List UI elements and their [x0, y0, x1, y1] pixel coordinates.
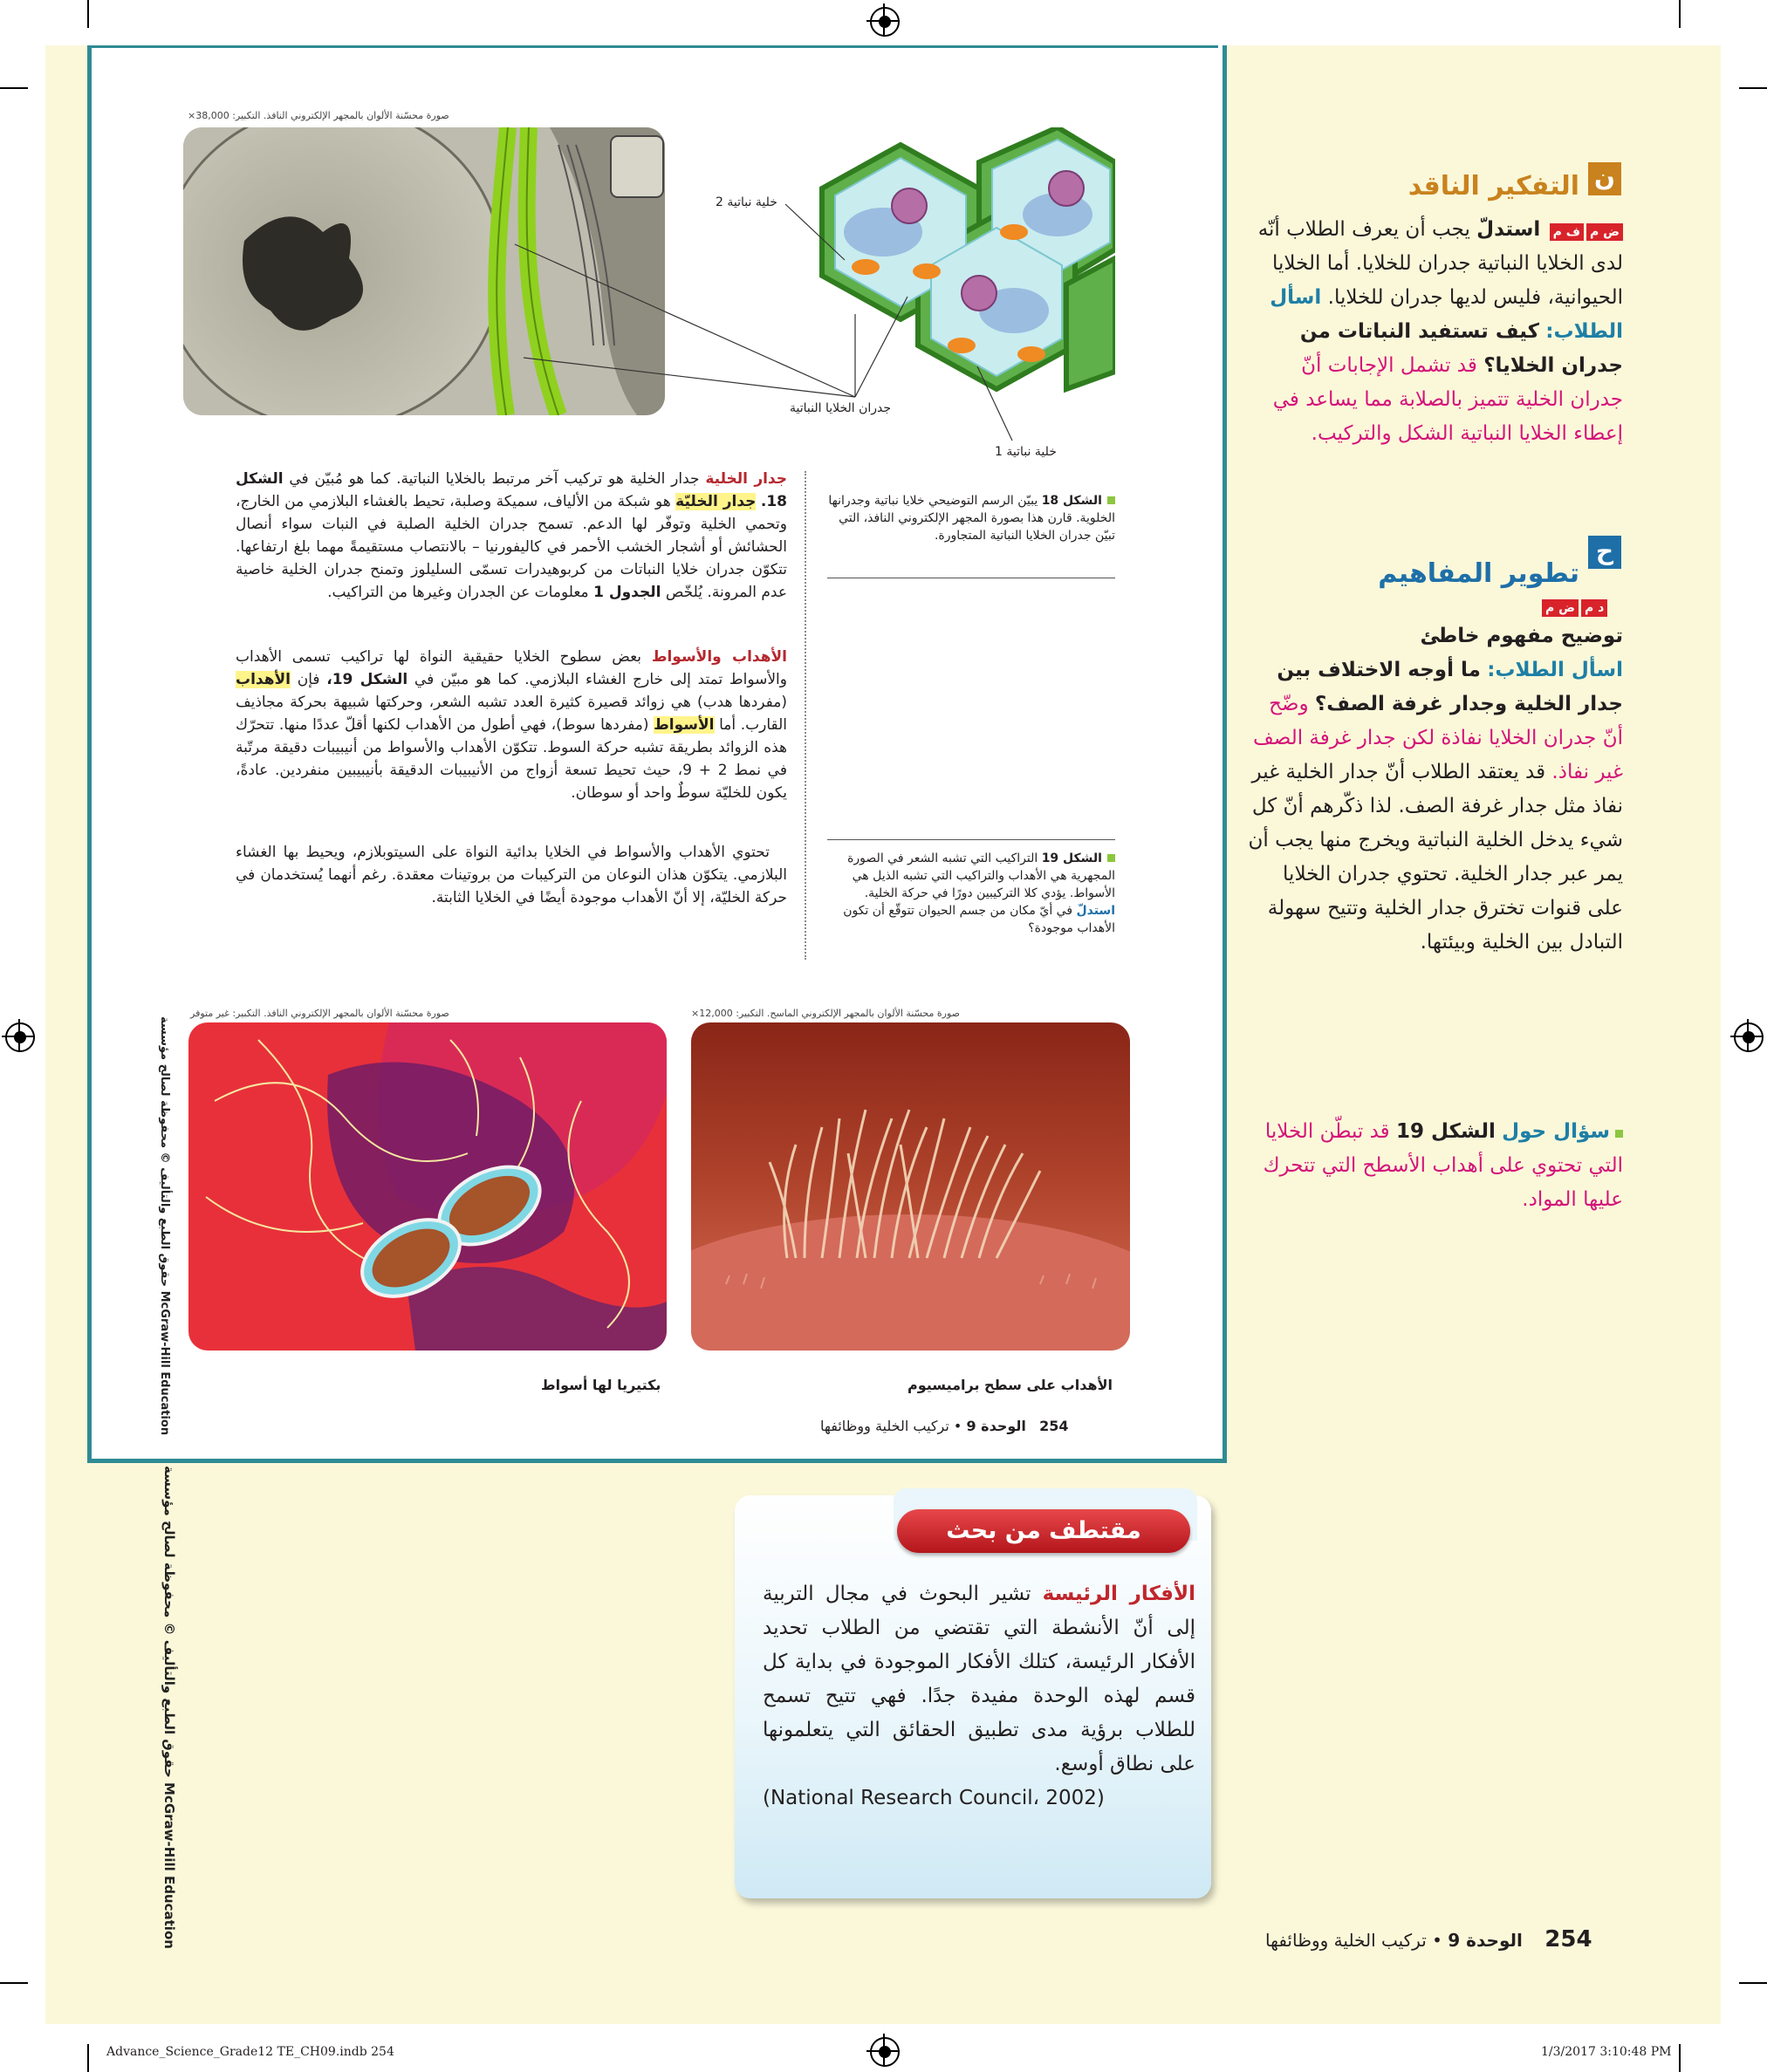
- page-number: 254: [1544, 1926, 1592, 1952]
- answer: وضّح أنّ جدران الخلايا نفاذة لكن جدار غرفة الصف غير نفاذ.: [1252, 693, 1623, 783]
- page-number: 254: [1039, 1418, 1069, 1434]
- concept-dev-body: [1246, 619, 1623, 960]
- copyright-vertical-te: [161, 1466, 177, 1949]
- crop-mark: [1739, 1982, 1767, 1984]
- cilia-paragraph-2: تحتوي الأهداب والأسواط في الخلايا بدائية النواة على السيتوبلازم، ويحيط بها الغشاء البلازمي. يتكوّن هذان النوعان من التركيبات من بروتينات معقدة. رغم أنهما يُستخدمان في حركة الخليّة، إلا أنّ الأهداب موجودة أيضًا في الخلايا الثابتة.: [236, 844, 787, 906]
- concept-dev-heading: تطوير المفاهيم: [1378, 558, 1579, 589]
- question-label: سؤال حول: [1502, 1120, 1610, 1143]
- level-tag: ض م: [1586, 223, 1623, 241]
- bacteria-label: بكتيريا لها أسواط: [541, 1377, 661, 1393]
- caption-text: التراكيب التي تشبه الشعر في الصورة المجهرية هي الأهداب والتراكيب التي تشبه الذيل هي الأسواط. يؤدي كلا التركيبين دورًا في حركة الخلية.: [847, 851, 1115, 900]
- caption-text: يبيّن الرسم التوضيحي خلايا نباتية وجدرانها الخلوية. قارن هذا بصورة المجهر الإلكتروني النافذ، التي تبيّن جدران الخلايا النباتية المتجاورة.: [828, 494, 1115, 543]
- publisher: McGraw-Hill Education: [158, 1290, 171, 1436]
- rights: حقوق الطبع والتأليف © محفوظة لصالح مؤسسة: [158, 1016, 171, 1288]
- crop-mark: [0, 1982, 28, 1984]
- right-photo-credit: صورة محسّنة الألوان بالمجهر الإلكتروني الماسح. التكبير: 12,000×: [691, 1008, 961, 1019]
- level-tag: ض م: [1542, 599, 1579, 617]
- figure-question: [1246, 1115, 1623, 1217]
- infer-label: استدلّ: [1076, 904, 1115, 918]
- answer: قد تشمل الإجابات أنّ جدران الخلية تتميز بالصلابة مما يساعد في إعطاء الخلايا النباتية الشكل والتركيب.: [1272, 354, 1623, 445]
- registration-mark-icon: [870, 2037, 900, 2067]
- text: فإن: [297, 671, 320, 688]
- crop-mark: [87, 2044, 89, 2072]
- label-plant-cell-1: خلية نباتية 1: [995, 445, 1057, 459]
- term-cell-wall: جدار الخلية: [705, 470, 788, 488]
- ask-label: اسأل الطلاب:: [1270, 286, 1623, 343]
- figure-ref: الشكل 19،: [326, 671, 408, 688]
- question: ما أوجه الاختلاف بين جدار الخلية وجدار غرفة الصف؟: [1277, 659, 1623, 715]
- unit-title: تركيب الخلية ووظائفها: [1265, 1930, 1427, 1951]
- label-plant-cell-walls: جدران الخلايا النباتية: [790, 401, 892, 415]
- print-slug-file: Advance_Science_Grade12 TE_CH09.indb 254: [106, 2045, 394, 2059]
- subheading: توضيح مفهوم خاطئ: [1420, 625, 1623, 647]
- term-main-ideas: الأفكار الرئيسة: [1042, 1583, 1195, 1605]
- text: تشير البحوث في مجال التربية إلى أنّ الأنشطة التي تقتضي من الطلاب تحديد الأفكار الرئيسة، كتلك الأفكار الموجودة في بداية كل قسم لهذه الوحدة مفيدة جدًا. فهي تتيح تسمح للطلاب برؤية مدى تطبيق الحقائق التي يتعلمونها على نطاق أوسع.: [763, 1583, 1195, 1775]
- critical-thinking-letter: ن: [1588, 162, 1621, 195]
- unit-title: تركيب الخلية ووظائفها: [820, 1418, 949, 1434]
- figure-18-caption: [827, 492, 1115, 544]
- registration-mark-icon: [1734, 1022, 1764, 1052]
- micrograph-credit: صورة محسّنة الألوان بالمجهر الإلكتروني النافذ. التكبير: 38,000×: [188, 110, 449, 121]
- concept-dev-letter: ح: [1588, 536, 1621, 569]
- ask-label: اسأل الطلاب:: [1487, 659, 1623, 681]
- cilia-paragraph: [236, 646, 787, 804]
- concept-dev-tags: [1539, 598, 1607, 617]
- figure-ref: الشكل 19: [1395, 1120, 1496, 1143]
- figure-ref: الشكل 18.: [236, 470, 787, 510]
- highlight-term: جدار الخليّة: [675, 493, 757, 510]
- divider: [827, 839, 1115, 840]
- copyright-vertical: [158, 1016, 171, 1435]
- crop-mark: [0, 87, 28, 89]
- crop-mark: [1679, 2044, 1681, 2072]
- registration-mark-icon: [5, 1022, 35, 1052]
- level-tag: د م: [1581, 599, 1607, 617]
- research-banner: مقتطف من بحث: [897, 1509, 1190, 1553]
- critical-thinking-body: [1246, 213, 1623, 451]
- caption-title: الشكل 19: [1041, 851, 1102, 865]
- text: (مفردها سوط)، فهي أطول من الأهداب لكنها أقلّ عددًا منها. تتحرّك هذه الزوائد بطريقة تشبه حركة السوط. تتكوّن الأهداب والأسواط من أنيبيبات دقيقة مرتّبة في نمط 2 + 9، حيث تحيط تسعة أزواج من الأنيبيبات الدقيقة بأنيبيبين منفردين. عادةً، يكون للخليّة سوطٌ واحد أو سوطان.: [236, 716, 787, 802]
- bullet-square-icon: [1107, 496, 1115, 504]
- column-divider: [805, 471, 806, 960]
- crop-mark: [1679, 0, 1681, 28]
- highlight-term: الأهداب: [236, 671, 291, 688]
- caption-text: في أيّ مكان من جسم الحيوان تتوقّع أن تكون الأهداب موجودة؟: [843, 904, 1115, 935]
- crop-mark: [87, 0, 89, 28]
- infer-label: استدلّ: [1476, 218, 1541, 241]
- te-page-footer: 254 الوحدة 9 • تركيب الخلية ووظائفها: [1265, 1926, 1592, 1952]
- answer: قد تبطّن الخلايا التي تحتوي على أهداب الأسطح التي تتحرك عليها المواد.: [1263, 1120, 1623, 1211]
- student-page-footer: 254 الوحدة 9 • تركيب الخلية ووظائفها: [820, 1418, 1069, 1434]
- citation: (National Research Council، 2002): [763, 1787, 1105, 1809]
- text: معلومات عن الجدران وغيرها من التراكيب.: [327, 584, 589, 601]
- research-body: [763, 1577, 1195, 1816]
- text: جدار الخلية هو تركيب آخر مرتبط بالخلايا النباتية. كما هو مُبيّن في: [289, 470, 700, 488]
- unit-number: الوحدة 9: [966, 1418, 1026, 1434]
- student-page-top-border: [87, 45, 1218, 48]
- text: بعض سطوح الخلايا حقيقية النواة لها تراكيب تسمى الأهداب والأسواط تمتد إلى خارج الغشاء البلازمي. كما هو مبيّن في: [236, 648, 787, 688]
- text: قد يعتقد الطلاب أنّ جدار الخلية غير نفاذ مثل جدار غرفة الصف. لذا ذكّرهم أنّ كل شيء يدخل الخلية النباتية ويخرج منها يجب أن يمر عبر جدار الخلية. تحتوي جدران الخلايا على قنوات تخترق جدار الخلية وتتيح سهولة التبادل بين الخلية وبيئتها.: [1248, 761, 1623, 954]
- text: هو شبكة من الألياف، سميكة وصلبة، تحيط بالغشاء البلازمي من الخارج، وتحمي الخلية وتوفّر لها الدعم. تسمح جدران الخلية الصلبة في النبات سواء أنصال الحشائش أو أشجار الخشب الأحمر في كاليفورنيا – بالانتصاب مستقيمةً مهما بلغ ارتفاعها. تتكوّن جدران خلايا النباتات من كربوهيدرات تسمّى السليلوز وتمنح جدران الخلية خاصية عدم المرونة. يُلخّص: [236, 493, 787, 601]
- registration-mark-icon: [870, 7, 900, 37]
- leader-lines: [489, 192, 1152, 454]
- caption-title: الشكل 18: [1041, 494, 1102, 508]
- unit-number: الوحدة 9: [1448, 1930, 1523, 1951]
- bacteria-flagella-photo: [188, 1022, 667, 1351]
- paramecium-label: الأهداب على سطح براميسيوم: [907, 1377, 1113, 1393]
- term-cilia-flagella: الأهداب والأسواط: [651, 648, 787, 666]
- label-plant-cell-2: خلية نباتية 2: [716, 195, 777, 209]
- text: (مفردها هدب) هي زوائد قصيرة كثيرة العدد تشبه الشعر، وحركتها شبيهة بحركة مجاذيف القارب. أما: [236, 694, 788, 734]
- paramecium-cilia-photo: [691, 1022, 1130, 1351]
- figure-19-caption: [827, 850, 1115, 937]
- publisher: McGraw-Hill Education: [161, 1782, 177, 1949]
- bullet-square-icon: [1107, 854, 1115, 862]
- critical-thinking-heading: التفكير الناقد: [1407, 171, 1579, 202]
- table-ref: الجدول 1: [593, 584, 661, 601]
- crop-mark: [1739, 87, 1767, 89]
- text: يجب أن يعرف الطلاب أنّه لدى الخلايا النباتية جدران للخلايا. أما الخلايا الحيوانية، فليس لديها جدران للخلايا.: [1257, 218, 1623, 309]
- cell-wall-paragraph: [236, 468, 787, 604]
- left-photo-credit: صورة محسّنة الألوان بالمجهر الإلكتروني النافذ. التكبير: غير متوفر: [190, 1008, 449, 1019]
- highlight-term: الأسواط: [654, 716, 715, 734]
- level-tag: ف م: [1550, 223, 1584, 241]
- question: كيف تستفيد النباتات من جدران الخلايا؟: [1299, 320, 1623, 377]
- rights: حقوق الطبع والتأليف © محفوظة لصالح مؤسسة: [161, 1466, 177, 1778]
- bullet-square-icon: [1615, 1130, 1623, 1138]
- print-slug-date: 1/3/2017 3:10:48 PM: [1541, 2045, 1672, 2059]
